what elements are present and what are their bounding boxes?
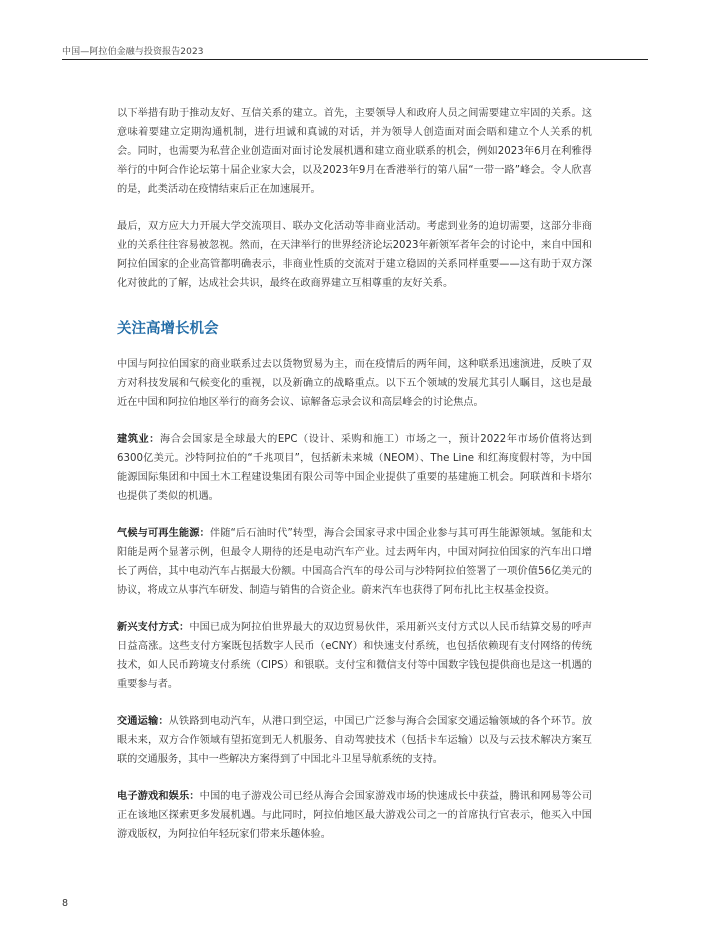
paragraph-payments: [117, 618, 592, 694]
main-content: [117, 104, 592, 844]
paragraph-transport: [117, 712, 592, 769]
section-heading: 关注高增长机会: [117, 321, 219, 337]
energy-lead: 气候与可再生能源：: [117, 528, 210, 539]
transport-text: 从铁路到电动汽车，从港口到空运，中国已广泛参与海合会国家交通运输领域的各个环节。放眼未来，双方合作领域有望拓宽到无人机服务、自动驾驶技术（包括卡车运输）以及与云技术解决方案互联的交通服务，其中一些解决方案得到了中国北斗卫星导航系统的支持。: [117, 716, 593, 765]
paragraph-gaming: [117, 787, 592, 844]
paragraph-construction: [117, 430, 592, 506]
gaming-lead: 电子游戏和娱乐：: [117, 791, 200, 802]
page-number: 8: [62, 898, 69, 909]
running-header: 中国—阿拉伯金融与投资报告2023: [62, 47, 204, 57]
paragraph-energy: [117, 524, 592, 600]
construction-lead: 建筑业：: [117, 434, 160, 445]
payments-text: 中国已成为阿拉伯世界最大的双边贸易伙伴，采用新兴支付方式以人民币结算交易的呼声日益高涨。这些支付方案既包括数字人民币（eCNY）和快速支付系统，也包括依赖现有支付网络的传统技术，如人民币跨境支付系统（CIPS）和银联。支付宝和微信支付等中国数字钱包提供商也是这一机遇的重要参与者。: [117, 622, 593, 690]
energy-text: 伴随“后石油时代”转型，海合会国家寻求中国企业参与其可再生能源领域。氢能和太阳能是两个显著示例，但最令人期待的还是电动汽车产业。过去两年内，中国对阿拉伯国家的汽车出口增长了两倍，其中电动汽车占据最大份额。中国高合汽车的母公司与沙特阿拉伯签署了一项价值56亿美元的协议，将成立从事汽车研发、制造与销售的合资企业。蔚来汽车也获得了阿布扎比主权基金投资。: [117, 528, 593, 596]
gaming-text: 中国的电子游戏公司已经从海合会国家游戏市场的快速成长中获益，腾讯和网易等公司正在该地区探索更多发展机遇。与此同时，阿拉伯地区最大游戏公司之一的首席执行官表示，他买入中国游戏版权，为阿拉伯年轻玩家们带来乐趣体验。: [117, 791, 593, 840]
construction-text: 海合会国家是全球最大的EPC（设计、采购和施工）市场之一，预计2022年市场价值将达到6300亿美元。沙特阿拉伯的“千兆项目”，包括新未来城（NEOM）、The Line 和红海度假村等，为中国能源国际集团和中国土木工程建设集团有限公司等中国企业提供了重要的基建施工机会。阿联酋和卡塔尔也提供了类似的机遇。: [117, 434, 592, 502]
header-rule: [62, 59, 648, 60]
payments-lead: 新兴支付方式：: [117, 622, 190, 633]
paragraph-relationships: 以下举措有助于推动友好、互信关系的建立。首先，主要领导人和政府人员之间需要建立牢固的关系。这意味着要建立定期沟通机制，进行坦诚和真诚的对话，并为领导人创造面对面会晤和建立个人关系的机会。同时，也需要为私营企业创造面对面讨论发展机遇和建立商业联系的机会，例如2023年6月在利雅得举行的中阿合作论坛第十届企业家大会，以及2023年9月在香港举行的第八届“一带一路”峰会。令人欣喜的是，此类活动在疫情结束后正在加速展开。: [117, 108, 592, 195]
transport-lead: 交通运输：: [117, 716, 169, 727]
paragraph-growth-intro: 中国与阿拉伯国家的商业联系过去以货物贸易为主，而在疫情后的两年间，这种联系迅速演进，反映了双方对科技发展和气候变化的重视，以及新确立的战略重点。以下五个领域的发展尤其引人瞩目，这也是最近在中国和阿拉伯地区举行的商务会议、谅解备忘录会议和高层峰会的讨论焦点。: [117, 359, 592, 408]
paragraph-non-commercial: 最后，双方应大力开展大学交流项目、联办文化活动等非商业活动。考虑到业务的迫切需要，这部分非商业的关系往往容易被忽视。然而，在天津举行的世界经济论坛2023年新领军者年会的讨论中，来自中国和阿拉伯国家的企业高管都明确表示，非商业性质的交流对于建立稳固的关系同样重要——这有助于双方深化对彼此的了解，达成社会共识，最终在政商界建立互相尊重的友好关系。: [117, 221, 592, 289]
